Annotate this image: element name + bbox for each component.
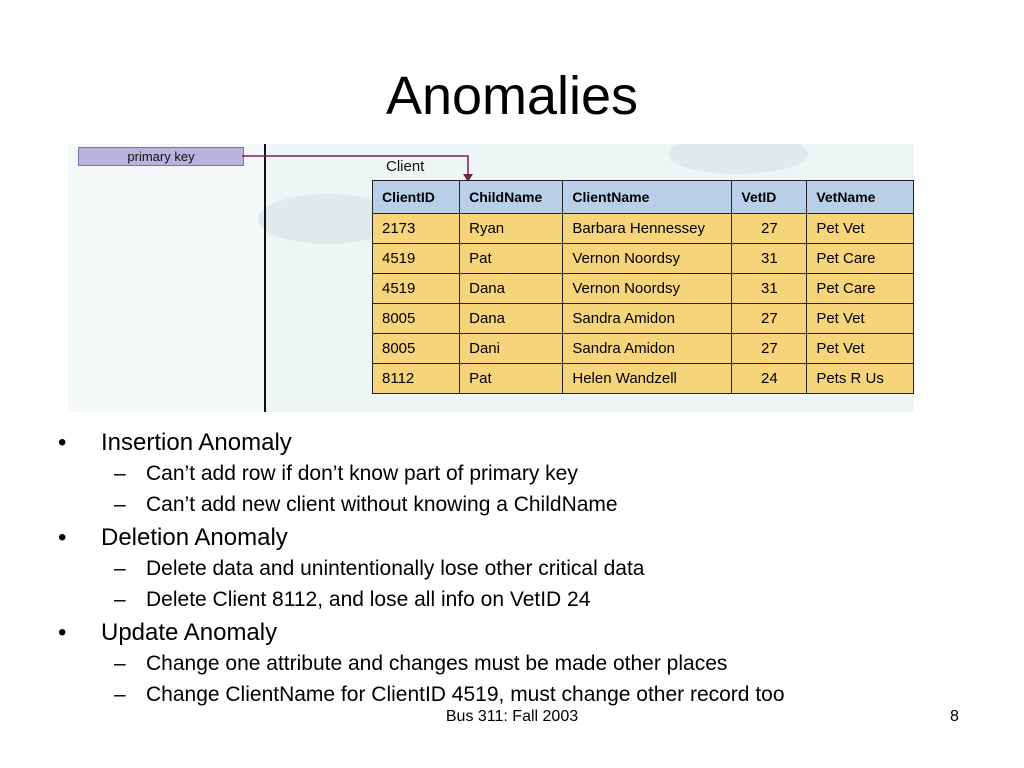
dash-marker: – — [114, 588, 126, 611]
bullet-list — [58, 428, 958, 713]
cell-vetname: Pets R Us — [807, 364, 914, 394]
primary-key-label: primary key — [78, 147, 244, 166]
client-table-figure — [68, 144, 914, 412]
cell-vetname: Pet Care — [807, 244, 914, 274]
cell-childname: Dana — [460, 304, 563, 334]
client-table — [372, 180, 914, 394]
table-header-row — [373, 181, 914, 214]
bullet-marker: • — [58, 429, 67, 456]
cell-clientname: Sandra Amidon — [563, 334, 732, 364]
cell-clientname: Sandra Amidon — [563, 304, 732, 334]
table-row — [373, 274, 914, 304]
column-header-clientname: ClientName — [563, 181, 732, 214]
column-header-childname: ChildName — [460, 181, 563, 214]
dash-marker: – — [114, 652, 126, 675]
bullet-item — [58, 428, 958, 461]
cell-childname: Ryan — [460, 214, 563, 244]
cell-clientname: Helen Wandzell — [563, 364, 732, 394]
sub-bullet-item — [58, 461, 958, 492]
bullet-marker: • — [58, 619, 67, 646]
cell-vetname: Pet Vet — [807, 304, 914, 334]
cell-vetid: 31 — [732, 244, 807, 274]
bullet-item — [58, 523, 958, 556]
bullet-text: Update Anomaly — [101, 619, 278, 646]
sub-bullet-text: Delete Client 8112, and lose all info on VetID 24 — [146, 588, 591, 611]
table-row — [373, 364, 914, 394]
bullet-marker: • — [58, 524, 67, 551]
cell-clientname: Vernon Noordsy — [563, 274, 732, 304]
sub-bullet-text: Change ClientName for ClientID 4519, must change other record too — [146, 683, 785, 706]
column-header-vetid: VetID — [732, 181, 807, 214]
bullet-item — [58, 618, 958, 651]
cell-childname: Dani — [460, 334, 563, 364]
cell-vetid: 31 — [732, 274, 807, 304]
sub-bullet-item — [58, 587, 958, 618]
cell-vetname: Pet Vet — [807, 334, 914, 364]
cell-clientname: Vernon Noordsy — [563, 244, 732, 274]
table-row — [373, 304, 914, 334]
background-blob — [668, 144, 808, 174]
sub-bullet-item — [58, 492, 958, 523]
dash-marker: – — [114, 493, 126, 516]
figure-divider-line — [264, 144, 266, 412]
sub-bullet-item — [58, 651, 958, 682]
cell-vetid: 27 — [732, 334, 807, 364]
figure-background-panel — [68, 144, 265, 412]
cell-clientname: Barbara Hennessey — [563, 214, 732, 244]
cell-clientid: 8005 — [373, 334, 460, 364]
cell-vetname: Pet Care — [807, 274, 914, 304]
cell-vetname: Pet Vet — [807, 214, 914, 244]
sub-bullet-text: Delete data and unintentionally lose other critical data — [146, 557, 645, 580]
cell-childname: Pat — [460, 364, 563, 394]
cell-clientid: 4519 — [373, 274, 460, 304]
dash-marker: – — [114, 557, 126, 580]
column-header-clientid: ClientID — [373, 181, 460, 214]
sub-bullet-text: Change one attribute and changes must be made other places — [146, 652, 728, 675]
cell-childname: Dana — [460, 274, 563, 304]
sub-bullet-item — [58, 556, 958, 587]
slide-title: Anomalies — [385, 66, 639, 126]
dash-marker: – — [114, 462, 126, 485]
cell-clientid: 8005 — [373, 304, 460, 334]
table-row — [373, 244, 914, 274]
bullet-text: Insertion Anomaly — [101, 429, 292, 456]
cell-childname: Pat — [460, 244, 563, 274]
sub-bullet-text: Can’t add new client without knowing a ChildName — [146, 493, 618, 516]
cell-vetid: 27 — [732, 304, 807, 334]
dash-marker: – — [114, 683, 126, 706]
column-header-vetname: VetName — [807, 181, 914, 214]
table-row — [373, 334, 914, 364]
cell-vetid: 24 — [732, 364, 807, 394]
page-number: 8 — [950, 708, 959, 725]
cell-vetid: 27 — [732, 214, 807, 244]
cell-clientid: 4519 — [373, 244, 460, 274]
bullet-text: Deletion Anomaly — [101, 524, 288, 551]
sub-bullet-text: Can’t add row if don’t know part of primary key — [146, 462, 578, 485]
table-row — [373, 214, 914, 244]
cell-clientid: 8112 — [373, 364, 460, 394]
table-name-label: Client — [386, 158, 425, 175]
arrow-line — [242, 156, 468, 178]
cell-clientid: 2173 — [373, 214, 460, 244]
slide-footer: Bus 311: Fall 2003 — [445, 708, 579, 725]
